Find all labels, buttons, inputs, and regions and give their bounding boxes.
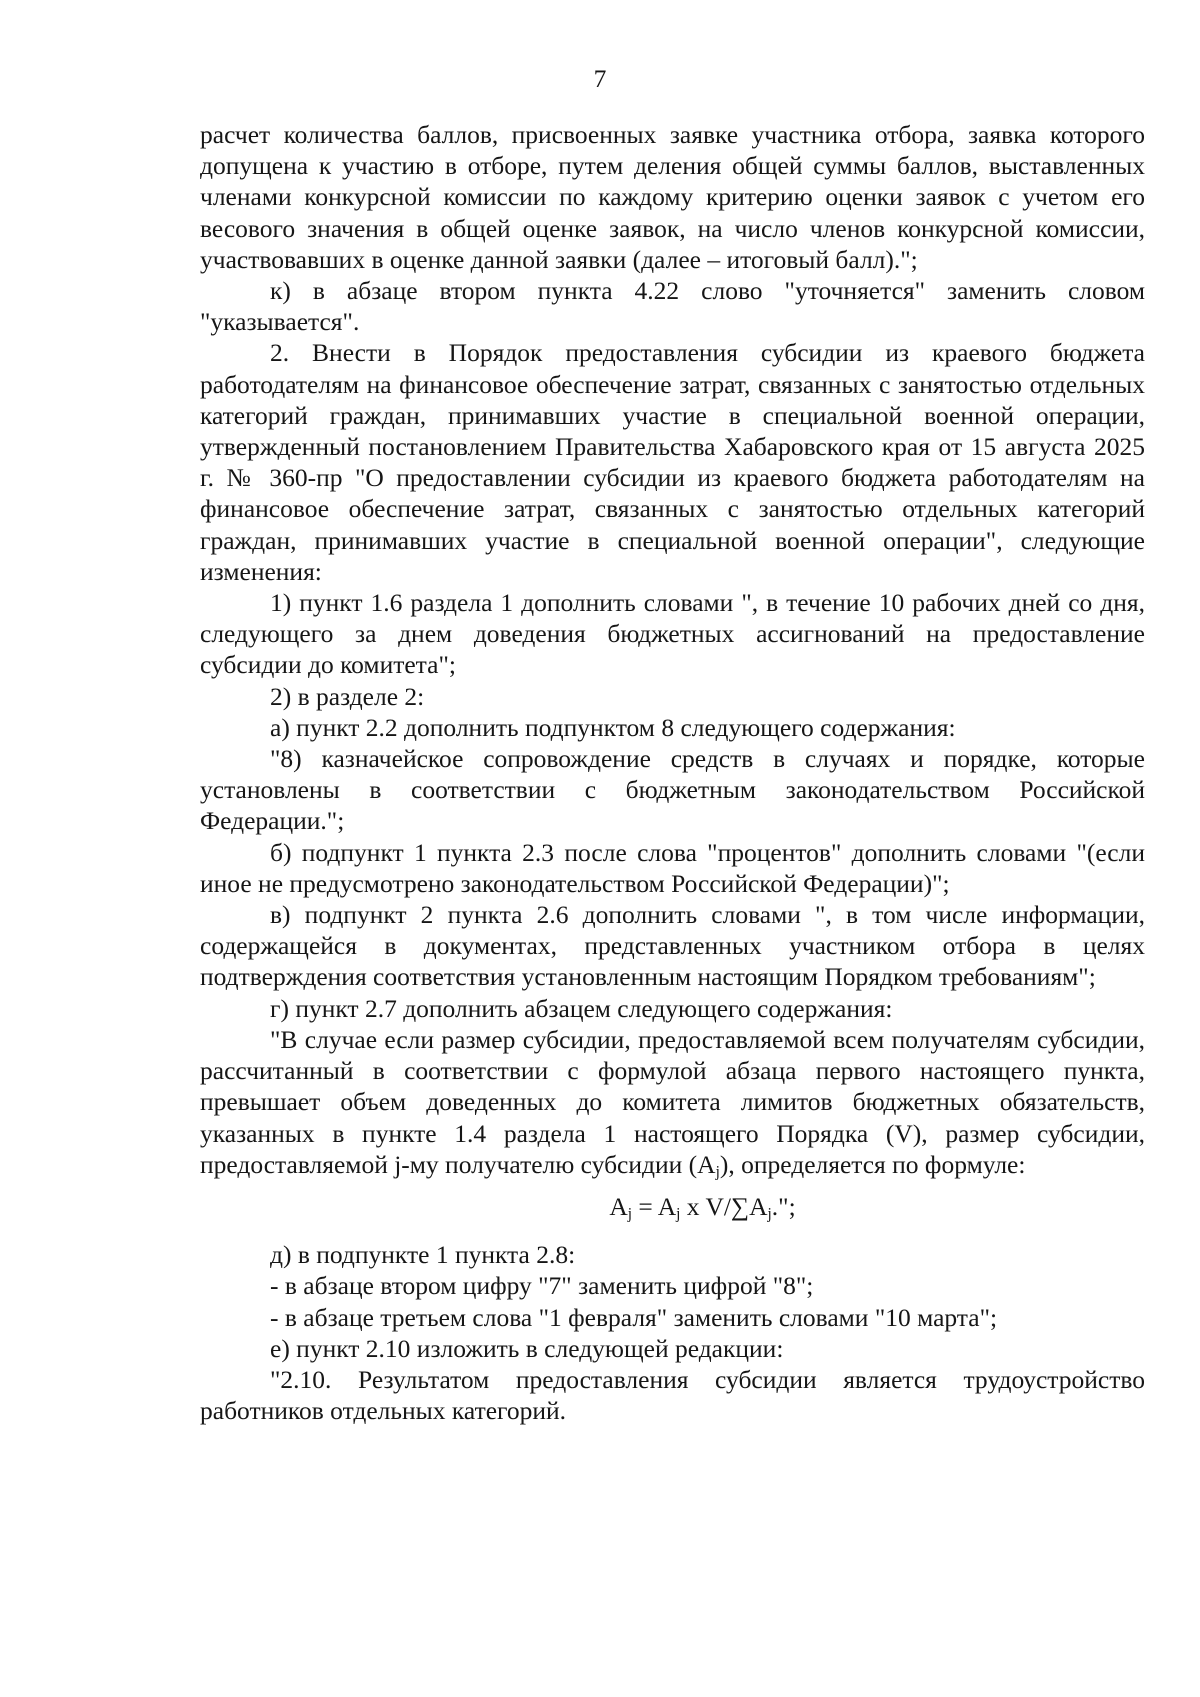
- paragraph: - в абзаце третьем слова "1 февраля" заменить словами "10 марта";: [270, 1302, 998, 1332]
- paragraph: г) пункт 2.7 дополнить абзацем следующего содержания:: [270, 993, 893, 1023]
- formula-rhs-subscript: j: [676, 1205, 681, 1223]
- paragraph: д) в подпункте 1 пункта 2.8:: [270, 1240, 576, 1270]
- document-body: [200, 119, 1145, 1426]
- subsidy-symbol-subscript: j: [715, 1163, 720, 1181]
- paragraph: б) подпункт 1 пункта 2.3 после слова "процентов" дополнить словами "(если иное не предусмотрено законодательством Российской Федерации)";: [200, 837, 1145, 898]
- paragraph: расчет количества баллов, присвоенных заявке участника отбора, заявка которого допущена к участию в отборе, путем деления общей суммы баллов, выставленных членами конкурсной комиссии по каждому критерию оценки заявок с учетом его весового значения в общей оценке заявок, на число членов конкурсной комиссии, участвовавших в оценке данной заявки (далее – итоговый балл).";: [200, 120, 1145, 274]
- subsidy-symbol-open: (A: [688, 1149, 716, 1179]
- paragraph: а) пункт 2.2 дополнить подпунктом 8 следующего содержания:: [270, 712, 956, 742]
- formula-lhs-subscript: j: [627, 1205, 632, 1223]
- paragraph: 1) пункт 1.6 раздела 1 дополнить словами ", в течение 10 рабочих дней со дня, следующего за днем доведения бюджетных ассигнований на предоставление субсидии до комитета";: [200, 588, 1145, 680]
- paragraph: е) пункт 2.10 изложить в следующей редакции:: [270, 1333, 784, 1363]
- formula-sum-subscript: j: [767, 1205, 772, 1223]
- subsidy-symbol-close: ), определяется по формуле:: [719, 1149, 1026, 1179]
- paragraph: 2. Внести в Порядок предоставления субсидии из краевого бюджета работодателям на финансовое обеспечение затрат, связанных с занятостью отдельных категорий граждан, принимавших участие в специальной военной операции, утвержденный постановлением Правительства Хабаровского края от 15 августа 2025 г. № 360-пр "О предоставлении субсидии из краевого бюджета работодателям на финансовое обеспечение затрат, связанных с занятостью отдельных категорий граждан, принимавших участие в специальной военной операции", следующие изменения:: [200, 338, 1145, 586]
- paragraph: к) в абзаце втором пункта 4.22 слово "уточняется" заменить словом "указывается".: [200, 276, 1145, 337]
- paragraph-text: "В случае если размер субсидии, предоставляемой всем получателям субсидии, рассчитанный в соответствии с формулой абзаца первого настоящего пункта, превышает объем доведенных до комитета лимитов бюджетных обязательств, указанных в пункте 1.4 раздела 1 настоящего Порядка (V), размер субсидии, предоставляемой j-му получателю субсидии: [200, 1024, 1145, 1179]
- formula-rhs-term: A: [657, 1191, 677, 1221]
- paragraph: - в абзаце втором цифру "7" заменить цифрой "8";: [270, 1271, 814, 1301]
- formula-equals: =: [632, 1191, 658, 1221]
- subsidy-formula: [200, 1191, 1145, 1222]
- formula-lhs: A: [609, 1191, 628, 1221]
- paragraph: 2) в разделе 2:: [270, 681, 425, 711]
- formula-end: .";: [771, 1191, 796, 1221]
- page-number: 7: [593, 64, 607, 93]
- paragraph: в) подпункт 2 пункта 2.6 дополнить словами ", в том числе информации, содержащейся в документах, представленных участником отбора в целях подтверждения соответствия установленным настоящим Порядком требованиям";: [200, 900, 1145, 992]
- paragraph: "2.10. Результатом предоставления субсидии является трудоустройство работников отдельных категорий.: [200, 1364, 1145, 1426]
- paragraph: "8) казначейское сопровождение средств в случаях и порядке, которые установлены в соответствии с бюджетным законодательством Российской Федерации.";: [200, 744, 1145, 836]
- formula-rhs-middle: x V/∑A: [680, 1191, 768, 1221]
- paragraph: [200, 1024, 1145, 1180]
